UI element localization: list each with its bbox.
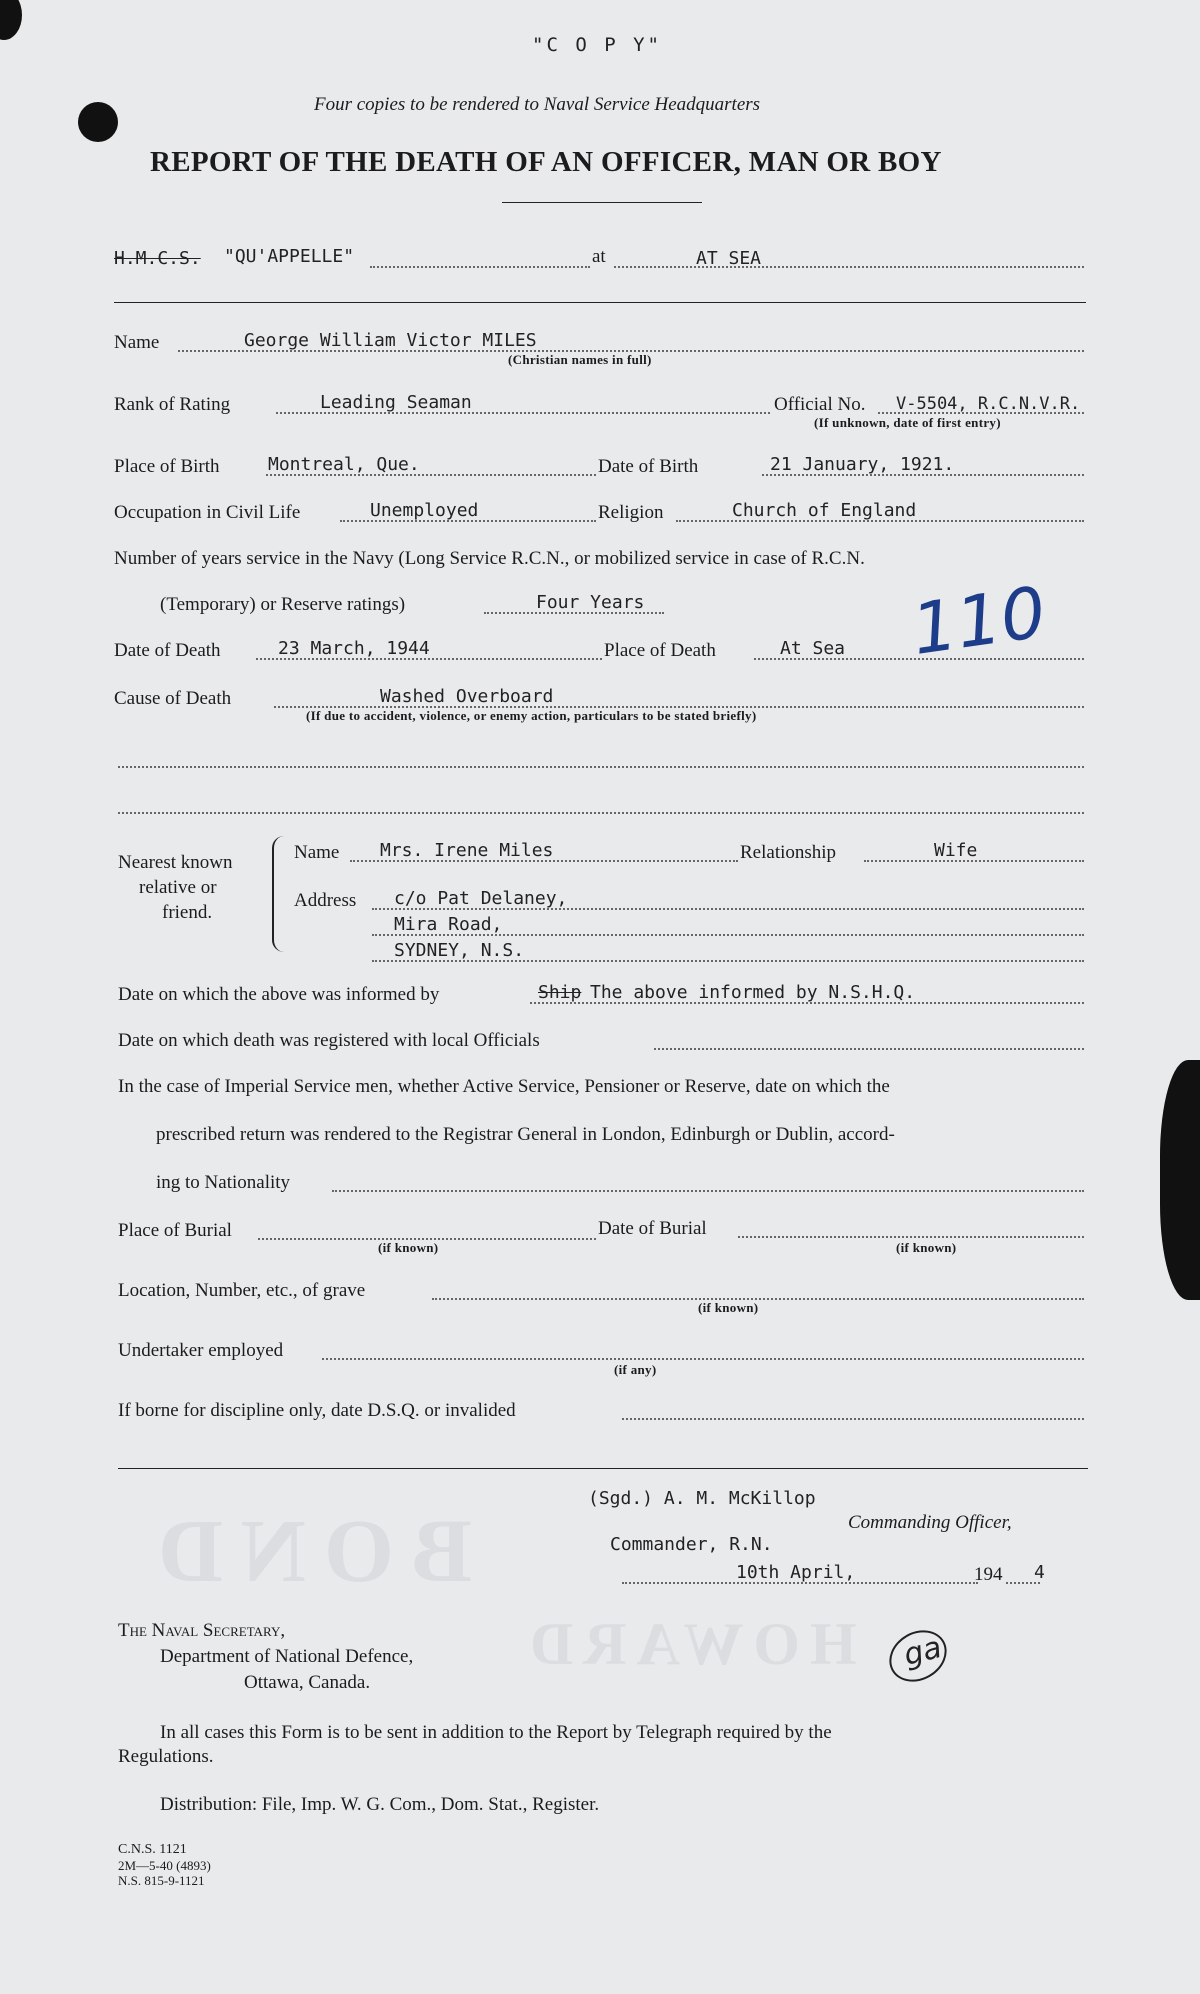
signature-rank: Commander, R.N. (610, 1534, 773, 1555)
religion-label: Religion (598, 502, 664, 523)
title-rule (502, 202, 702, 203)
undertaker-note: (if any) (614, 1362, 657, 1377)
burial-place-note: (if known) (378, 1240, 439, 1255)
informed-value: The above informed by N.S.H.Q. (590, 982, 916, 1003)
rank-label: Rank of Rating (114, 394, 231, 415)
occupation-value: Unemployed (370, 500, 479, 521)
punch-hole (78, 102, 118, 142)
burial-place-label: Place of Burial (118, 1220, 232, 1241)
discipline-label: If borne for discipline only, date D.S.Q. or invalided (118, 1400, 516, 1421)
signature-date: 10th April, (736, 1562, 856, 1583)
relative-name-value: Mrs. Irene Miles (380, 840, 554, 861)
signature-year-suffix: 4 (1034, 1562, 1045, 1583)
name-note: (Christian names in full) (508, 352, 652, 367)
addressee-line-2: Department of National Defence, (160, 1646, 414, 1667)
ship-name: "QU'APPELLE" (224, 246, 355, 267)
signature-role: Commanding Officer, (848, 1512, 1012, 1533)
imperial-line-3: ing to Nationality (156, 1172, 291, 1193)
footer-note-line-1: In all cases this Form is to be sent in addition to the Report by Telegraph required by the (160, 1722, 832, 1743)
cause-value: Washed Overboard (380, 686, 554, 707)
footer-note-line-2: Regulations. (118, 1746, 214, 1767)
signature-year-prefix: 194 (974, 1564, 1003, 1585)
relative-name-label: Name (294, 842, 340, 863)
form-code-3: N.S. 815-9-1121 (118, 1873, 205, 1888)
addressee-line-1: The Naval Secretary, (118, 1620, 286, 1641)
at-value: AT SEA (696, 248, 762, 269)
copy-mark: "C O P Y" (532, 34, 662, 56)
address-line-1: c/o Pat Delaney, (394, 888, 568, 909)
birth-date-label: Date of Birth (598, 456, 699, 477)
copies-note: Four copies to be rendered to Naval Service Headquarters (314, 94, 761, 115)
death-date-value: 23 March, 1944 (278, 638, 430, 659)
blank-line (118, 812, 1084, 814)
blank-line (118, 766, 1084, 768)
divider-top (114, 302, 1086, 303)
death-place-value: At Sea (780, 638, 846, 659)
service-label-line-2: (Temporary) or Reserve ratings) (160, 594, 406, 615)
birth-place-label: Place of Birth (114, 456, 220, 477)
death-place-label: Place of Death (604, 640, 716, 661)
at-label: at (592, 246, 606, 267)
page-title: REPORT OF THE DEATH OF AN OFFICER, MAN OR BOY (150, 146, 942, 178)
relative-group-label-1: Nearest known (118, 852, 233, 873)
handwritten-initials: ga (900, 1629, 946, 1674)
ship-prefix-struck: H.M.C.S. (114, 248, 201, 269)
burial-date-note: (if known) (896, 1240, 957, 1255)
grave-label: Location, Number, etc., of grave (118, 1280, 366, 1301)
informed-struck: Ship (538, 982, 582, 1003)
address-line-3: SYDNEY, N.S. (394, 940, 525, 961)
grave-note: (if known) (698, 1300, 759, 1315)
addressee-line-3: Ottawa, Canada. (244, 1672, 371, 1693)
signed-by: (Sgd.) A. M. McKillop (588, 1488, 816, 1509)
occupation-label: Occupation in Civil Life (114, 502, 301, 523)
religion-value: Church of England (732, 500, 917, 521)
name-label: Name (114, 332, 160, 353)
cause-note: (If due to accident, violence, or enemy action, particulars to be stated briefly) (306, 708, 757, 723)
paper-tear-right (1160, 1060, 1200, 1300)
name-value: George William Victor MILES (244, 330, 537, 351)
service-label-line-1: Number of years service in the Navy (Long Service R.C.N., or mobilized service in case of R.C.N. (114, 548, 865, 569)
initials-loop (880, 1620, 956, 1692)
imperial-line-1: In the case of Imperial Service men, whether Active Service, Pensioner or Reserve, date on which the (118, 1076, 890, 1097)
official-label: Official No. (774, 394, 866, 415)
relative-group-label-3: friend. (162, 902, 213, 923)
divider-bottom (118, 1468, 1088, 1469)
birth-date-value: 21 January, 1921. (770, 454, 955, 475)
official-value: V-5504, R.C.N.V.R. (896, 394, 1081, 414)
imperial-line-2: prescribed return was rendered to the Registrar General in London, Edinburgh or Dublin, accord- (156, 1124, 895, 1145)
relative-brace (272, 836, 286, 952)
relative-group-label-2: relative or (139, 877, 217, 898)
service-value: Four Years (536, 592, 645, 613)
paper-tear-top-left (0, 0, 22, 40)
informed-label: Date on which the above was informed by (118, 984, 440, 1005)
official-note: (If unknown, date of first entry) (814, 415, 1001, 430)
address-label: Address (294, 890, 357, 911)
form-code-2: 2M—5-40 (4893) (118, 1858, 211, 1873)
birth-place-value: Montreal, Que. (268, 454, 420, 475)
form-code-1: C.N.S. 1121 (118, 1842, 187, 1857)
watermark-howard: HOWARD (520, 1611, 857, 1677)
watermark-bond: BOND (140, 1502, 473, 1601)
address-line-2: Mira Road, (394, 914, 503, 935)
undertaker-label: Undertaker employed (118, 1340, 284, 1361)
cause-label: Cause of Death (114, 688, 232, 709)
handwritten-number: 110 (906, 571, 1051, 671)
registered-label: Date on which death was registered with local Officials (118, 1030, 540, 1051)
rank-value: Leading Seaman (320, 392, 472, 413)
burial-date-label: Date of Burial (598, 1218, 707, 1239)
death-date-label: Date of Death (114, 640, 221, 661)
distribution-list: Distribution: File, Imp. W. G. Com., Dom. Stat., Register. (160, 1794, 600, 1815)
relationship-value: Wife (934, 840, 978, 861)
relationship-label: Relationship (740, 842, 837, 863)
